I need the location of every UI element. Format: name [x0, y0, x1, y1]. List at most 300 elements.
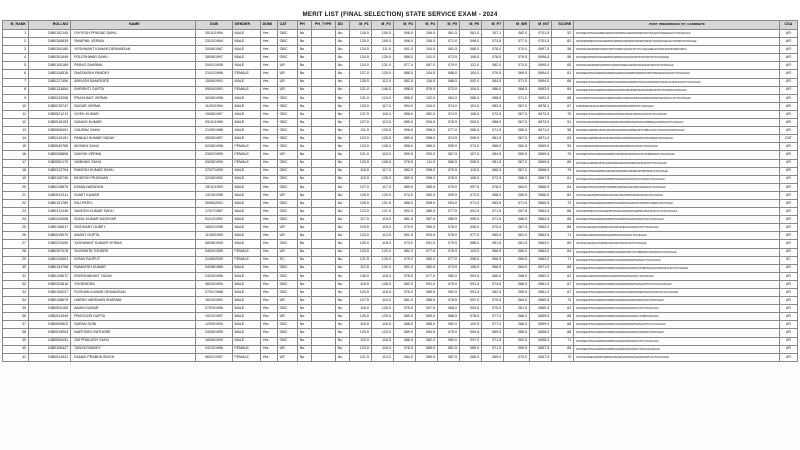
cell-m-p4: 088.5: [415, 297, 437, 305]
cell-rollno: 24B0152145: [29, 30, 71, 38]
table-row[interactable]: [3, 135, 798, 143]
cell-dob: 21/08/2000: [196, 256, 232, 264]
cell-cat: OBC: [277, 119, 297, 127]
cell-m-p6: 122.0: [460, 62, 482, 70]
cell-ph: No: [297, 78, 311, 86]
table-row[interactable]: [3, 110, 798, 118]
cell-m-p3: 079.0: [393, 224, 415, 232]
cell-m-p5: 095.5: [437, 191, 459, 199]
cell-m-p2: 118.0: [371, 345, 393, 353]
cell-score: 65: [552, 345, 574, 353]
table-row[interactable]: [3, 256, 798, 264]
cell-m-rank: 15: [3, 143, 29, 151]
cell-m-p3: 084.5: [393, 353, 415, 361]
cell-m-int: 0663.5: [530, 232, 552, 240]
cell-dob: 22/06/1992: [196, 175, 232, 183]
cell-ph: No: [297, 272, 311, 280]
column-header-m-rank[interactable]: M_RANK: [3, 21, 29, 30]
cell-rollno: 24B0515953: [29, 329, 71, 337]
cell-m-int: 0701.5: [530, 30, 552, 38]
cell-cat: OBC: [277, 38, 297, 46]
table-row[interactable]: [3, 119, 798, 127]
cell-score: 70: [552, 353, 574, 361]
cell-csa: UR: [779, 46, 797, 54]
table-row[interactable]: [3, 191, 798, 199]
cell-dd: No: [335, 119, 349, 127]
table-row[interactable]: [3, 46, 798, 54]
cell-gender: FEMALE: [232, 159, 260, 167]
table-body: [3, 30, 798, 362]
cell-m-rank: 21: [3, 191, 29, 199]
cell-post-preference: DC/DEO/FSO/ADWO/ADPRO/ADWO/SASO/NT/SB/SASO/CDPO/CIU/CT/COI/AAI/: [574, 264, 780, 272]
cell-name: KIRAN RAJPUT: [71, 256, 196, 264]
cell-m-p5: 078.0: [437, 224, 459, 232]
cell-gender: MALE: [232, 30, 260, 38]
cell-dd: No: [335, 102, 349, 110]
cell-dob: 27/07/1993: [196, 167, 232, 175]
column-header-name[interactable]: NAME: [71, 21, 196, 30]
cell-ph-type: [311, 280, 335, 288]
table-row[interactable]: [3, 337, 798, 345]
column-header-dd[interactable]: DD: [335, 21, 349, 30]
table-row[interactable]: [3, 199, 798, 207]
cell-m-p3: 086.5: [393, 337, 415, 345]
cell-domi: Yes: [260, 159, 277, 167]
cell-m-rank: 34: [3, 297, 29, 305]
cell-m-p1: 123.5: [349, 208, 371, 216]
table-row[interactable]: [3, 353, 798, 361]
cell-m-p1: 116.0: [349, 305, 371, 313]
cell-m-p1: 124.5: [349, 54, 371, 62]
cell-dd: No: [335, 337, 349, 345]
cell-score: 69: [552, 264, 574, 272]
cell-m-p6: 104.0: [460, 70, 482, 78]
cell-dob: 20/11/1994: [196, 30, 232, 38]
column-header-m-p6[interactable]: M_P6: [460, 21, 482, 30]
cell-gender: FEMALE: [232, 86, 260, 94]
cell-ph-type: [311, 175, 335, 183]
cell-m-wr: 067.0: [504, 167, 530, 175]
cell-m-wr: 061.5: [504, 240, 530, 248]
cell-m-p4: 085.5: [415, 289, 437, 297]
cell-m-p3: 095.5: [393, 151, 415, 159]
cell-m-wr: 067.0: [504, 159, 530, 167]
cell-m-p7: 066.5: [482, 143, 504, 151]
table-row[interactable]: [3, 264, 798, 272]
cell-cat: OBC: [277, 127, 297, 135]
cell-m-p3: 098.5: [393, 86, 415, 94]
cell-domi: Yes: [260, 313, 277, 321]
column-header-post-preference[interactable]: POST_PREFERENCE_BY_CANDIDATE: [574, 21, 780, 30]
cell-score: 52: [552, 30, 574, 38]
cell-post-preference: DSP/DEO/FSO/ADWO/ADWO/ADPRO/DSP/CT/COI/AAI/: [574, 102, 780, 110]
cell-dd: No: [335, 54, 349, 62]
cell-m-wr: 079.5: [504, 54, 530, 62]
cell-m-p5: 073.5: [437, 264, 459, 272]
cell-m-p5: 094.0: [437, 199, 459, 207]
cell-csa: UR: [779, 151, 797, 159]
cell-m-wr: 065.5: [504, 191, 530, 199]
cell-cat: OBC: [277, 289, 297, 297]
column-header-rollno[interactable]: ROLLNO: [29, 21, 71, 30]
column-header-ph-type[interactable]: PH_TYPE: [311, 21, 335, 30]
table-row[interactable]: [3, 94, 798, 102]
table-row[interactable]: [3, 289, 798, 297]
cell-score: 68: [552, 224, 574, 232]
cell-score: 72: [552, 199, 574, 207]
cell-m-int: 0678.1: [530, 102, 552, 110]
table-row[interactable]: [3, 183, 798, 191]
cell-m-p6: 092.0: [460, 78, 482, 86]
cell-ph-type: [311, 272, 335, 280]
table-row[interactable]: [3, 78, 798, 86]
cell-m-wr: 069.5: [504, 151, 530, 159]
cell-m-p1: 118.5: [349, 280, 371, 288]
cell-csa: SC: [779, 256, 797, 264]
cell-m-p3: 091.0: [393, 264, 415, 272]
cell-m-p6: 091.5: [460, 208, 482, 216]
cell-name: RAJ PATEL: [71, 199, 196, 207]
cell-m-wr: 064.5: [504, 183, 530, 191]
cell-m-rank: 27: [3, 240, 29, 248]
cell-dob: 28/08/1997: [196, 54, 232, 62]
cell-rollno: 24B0131654: [29, 86, 71, 94]
column-header-csa[interactable]: CSA: [779, 21, 797, 30]
cell-m-p7: 084.5: [482, 151, 504, 159]
cell-m-p2: 119.5: [371, 216, 393, 224]
cell-ph: No: [297, 175, 311, 183]
table-row[interactable]: [3, 175, 798, 183]
column-header-cat[interactable]: CAT: [277, 21, 297, 30]
cell-m-rank: 33: [3, 289, 29, 297]
cell-m-p5: 073.5: [437, 54, 459, 62]
document-title-bar: [0, 0, 800, 20]
table-row[interactable]: [3, 127, 798, 135]
cell-m-wr: 067.0: [504, 102, 530, 110]
cell-dd: No: [335, 135, 349, 143]
column-header-m-p2[interactable]: M_P2: [371, 21, 393, 30]
cell-m-p6: 098.5: [460, 256, 482, 264]
column-header-m-p3[interactable]: M_P3: [393, 21, 415, 30]
cell-ph: No: [297, 54, 311, 62]
cell-dd: No: [335, 151, 349, 159]
cell-m-p7: 075.5: [482, 305, 504, 313]
cell-m-p5: 088.5: [437, 313, 459, 321]
cell-m-p3: 074.0: [393, 191, 415, 199]
cell-gender: MALE: [232, 183, 260, 191]
cell-dd: No: [335, 256, 349, 264]
cell-m-p2: 117.0: [371, 183, 393, 191]
cell-csa: UR: [779, 329, 797, 337]
cell-m-p7: 071.5: [482, 216, 504, 224]
cell-m-rank: 2: [3, 38, 29, 46]
cell-m-int: 0658.5: [530, 329, 552, 337]
cell-csa: UR: [779, 78, 797, 86]
cell-dob: 04/08/1989: [196, 264, 232, 272]
cell-domi: Yes: [260, 264, 277, 272]
cell-m-p4: 089.5: [415, 345, 437, 353]
cell-ph: No: [297, 232, 311, 240]
cell-name: NAVEEN KUMAR SAHU: [71, 208, 196, 216]
cell-name: KANAK PRABHA SINGH: [71, 353, 196, 361]
cell-m-p6: 093.0: [460, 119, 482, 127]
cell-dd: No: [335, 289, 349, 297]
cell-ph: No: [297, 280, 311, 288]
cell-ph: No: [297, 127, 311, 135]
cell-m-p2: 117.0: [371, 167, 393, 175]
cell-rollno: 24B0509822: [29, 321, 71, 329]
cell-name: DIVYESH PRASAD SAHU: [71, 30, 196, 38]
cell-cat: OBC: [277, 337, 297, 345]
cell-csa: UR: [779, 54, 797, 62]
table-row[interactable]: [3, 224, 798, 232]
cell-ph-type: [311, 167, 335, 175]
table-row[interactable]: [3, 30, 798, 38]
cell-score: 61: [552, 70, 574, 78]
cell-name: SHATAKSHI PANDEY: [71, 70, 196, 78]
cell-cat: UR: [277, 70, 297, 78]
cell-csa: UR: [779, 224, 797, 232]
cell-csa: UR: [779, 102, 797, 110]
cell-post-preference: DC/DEO/ADWO/ADWO/ADPRO/SASO/CT/COI/AAI/: [574, 232, 780, 240]
column-header-m-p5[interactable]: M_P5: [437, 21, 459, 30]
column-header-score[interactable]: SCORE: [552, 21, 574, 30]
table-row[interactable]: [3, 321, 798, 329]
cell-score: 66: [552, 216, 574, 224]
cell-domi: Yes: [260, 248, 277, 256]
cell-m-p3: 075.5: [393, 305, 415, 313]
table-row[interactable]: [3, 102, 798, 110]
table-row[interactable]: [3, 345, 798, 353]
cell-m-p5: 066.5: [437, 159, 459, 167]
cell-cat: UR: [277, 151, 297, 159]
cell-ph-type: [311, 232, 335, 240]
cell-m-rank: 1: [3, 30, 29, 38]
column-header-m-int[interactable]: M_INT: [530, 21, 552, 30]
cell-m-wr: 071.5: [504, 78, 530, 86]
cell-m-p4: 104.5: [415, 46, 437, 54]
cell-dob: 12/05/1994: [196, 321, 232, 329]
cell-name: PARAS SHARMA: [71, 62, 196, 70]
cell-domi: Yes: [260, 353, 277, 361]
cell-m-rank: 28: [3, 248, 29, 256]
table-row[interactable]: [3, 159, 798, 167]
cell-m-p6: 077.0: [460, 232, 482, 240]
cell-m-p7: 085.0: [482, 232, 504, 240]
cell-m-wr: 069.5: [504, 256, 530, 264]
cell-ph: No: [297, 305, 311, 313]
cell-m-int: 0694.0: [530, 78, 552, 86]
cell-name: SIDDHANT DUBEY: [71, 224, 196, 232]
cell-cat: OBC: [277, 135, 297, 143]
column-header-domi[interactable]: DOMI: [260, 21, 277, 30]
cell-cat: OBC: [277, 280, 297, 288]
column-header-m-p7[interactable]: M_P7: [482, 21, 504, 30]
cell-m-int: 0666.5: [530, 191, 552, 199]
table-row[interactable]: [3, 272, 798, 280]
cell-gender: MALE: [232, 102, 260, 110]
cell-cat: OBC: [277, 30, 297, 38]
cell-m-rank: 29: [3, 256, 29, 264]
cell-dob: 29/01/1995: [196, 62, 232, 70]
cell-rollno: 24B0518153: [29, 119, 71, 127]
cell-score: 67: [552, 280, 574, 288]
table-row[interactable]: [3, 280, 798, 288]
cell-name: ANKUSH BANERJEE: [71, 78, 196, 86]
table-row[interactable]: [3, 232, 798, 240]
cell-cat: OBC: [277, 102, 297, 110]
table-row[interactable]: [3, 38, 798, 46]
cell-dob: 21/09/1988: [196, 127, 232, 135]
cell-m-p5: 086.0: [437, 70, 459, 78]
cell-m-p6: 088.0: [460, 240, 482, 248]
cell-m-wr: 065.0: [504, 127, 530, 135]
cell-dd: No: [335, 199, 349, 207]
cell-name: YOGENDRA: [71, 280, 196, 288]
cell-score: 71: [552, 256, 574, 264]
cell-m-p3: 081.5: [393, 216, 415, 224]
cell-dd: No: [335, 127, 349, 135]
cell-domi: Yes: [260, 224, 277, 232]
cell-rollno: 24B0304180: [29, 46, 71, 54]
cell-m-int: 0697.5: [530, 46, 552, 54]
cell-m-wr: 068.5: [504, 86, 530, 94]
cell-dob: 09/08/1999: [196, 159, 232, 167]
table-row[interactable]: [3, 329, 798, 337]
cell-cat: OBC: [277, 199, 297, 207]
cell-domi: Yes: [260, 305, 277, 313]
cell-dd: No: [335, 208, 349, 216]
cell-gender: MALE: [232, 240, 260, 248]
cell-m-rank: 22: [3, 199, 29, 207]
cell-domi: Yes: [260, 127, 277, 135]
cell-domi: Yes: [260, 102, 277, 110]
column-header-m-p1[interactable]: M_P1: [349, 21, 371, 30]
cell-m-p1: 129.5: [349, 159, 371, 167]
cell-m-p2: 139.5: [371, 127, 393, 135]
cell-ph-type: [311, 30, 335, 38]
cell-rollno: 24B0508491: [29, 127, 71, 135]
cell-m-wr: 066.5: [504, 321, 530, 329]
cell-dob: 17/07/1987: [196, 208, 232, 216]
cell-score: 64: [552, 183, 574, 191]
cell-domi: Yes: [260, 199, 277, 207]
cell-dob: 24/12/1996: [196, 345, 232, 353]
cell-ph-type: [311, 135, 335, 143]
cell-m-p1: 128.5: [349, 78, 371, 86]
cell-name: SWAPNIL VERMA: [71, 38, 196, 46]
cell-name: OM PRAKASH SAHU: [71, 337, 196, 345]
table-row[interactable]: [3, 305, 798, 313]
cell-m-p2: 128.0: [371, 175, 393, 183]
cell-gender: MALE: [232, 305, 260, 313]
cell-m-p7: 081.5: [482, 159, 504, 167]
cell-csa: UR: [779, 353, 797, 361]
table-row[interactable]: [3, 208, 798, 216]
table-row[interactable]: [3, 143, 798, 151]
cell-dd: No: [335, 38, 349, 46]
cell-m-p2: 124.0: [371, 94, 393, 102]
column-header-gender[interactable]: GENDER: [232, 21, 260, 30]
cell-m-p3: 092.0: [393, 208, 415, 216]
cell-dob: 16/10/1991: [196, 297, 232, 305]
table-row[interactable]: [3, 216, 798, 224]
cell-m-p5: 067.5: [437, 151, 459, 159]
cell-post-preference: DC/DEO/FSO/ADWO/ADPRO/ADWO/SASO/NT/CT/COI/AAI/: [574, 337, 780, 345]
cell-gender: MALE: [232, 175, 260, 183]
cell-ph: No: [297, 256, 311, 264]
cell-m-p2: 118.5: [371, 337, 393, 345]
cell-cat: OBC: [277, 110, 297, 118]
cell-m-p4: 077.5: [415, 248, 437, 256]
table-row[interactable]: [3, 151, 798, 159]
cell-dd: No: [335, 86, 349, 94]
column-header-m-wr[interactable]: M_WR: [504, 21, 530, 30]
table-row[interactable]: [3, 62, 798, 70]
cell-m-p5: 071.0: [437, 38, 459, 46]
cell-rollno: 24B0101789: [29, 199, 71, 207]
table-row[interactable]: [3, 313, 798, 321]
cell-score: 62: [552, 272, 574, 280]
cell-dob: 20/06/1987: [196, 46, 232, 54]
cell-m-rank: 10: [3, 102, 29, 110]
cell-score: 70: [552, 110, 574, 118]
column-header-m-p4[interactable]: M_P4: [415, 21, 437, 30]
cell-m-p4: 101.0: [415, 54, 437, 62]
cell-m-p7: 071.5: [482, 127, 504, 135]
cell-dd: No: [335, 240, 349, 248]
column-header-dob[interactable]: DOB: [196, 21, 232, 30]
cell-gender: MALE: [232, 224, 260, 232]
cell-m-p6: 115.5: [460, 167, 482, 175]
table-row[interactable]: [3, 167, 798, 175]
cell-ph: No: [297, 199, 311, 207]
cell-post-preference: DC/DEO/FSO/ADWO/ADPRO/DSP/ADWO/CIU/NT/ADDWO/CT/COI/AAI/: [574, 151, 780, 159]
cell-m-p5: 082.0: [437, 321, 459, 329]
cell-m-p2: 114.0: [371, 297, 393, 305]
cell-gender: FEMALE: [232, 143, 260, 151]
cell-m-p5: 081.5: [437, 345, 459, 353]
table-row[interactable]: [3, 248, 798, 256]
cell-domi: Yes: [260, 240, 277, 248]
table-row[interactable]: [3, 70, 798, 78]
table-row[interactable]: [3, 86, 798, 94]
cell-ph-type: [311, 208, 335, 216]
cell-cat: OBC: [277, 175, 297, 183]
cell-m-rank: 8: [3, 86, 29, 94]
column-header-ph[interactable]: PH: [297, 21, 311, 30]
cell-gender: FEMALE: [232, 70, 260, 78]
table-row[interactable]: [3, 297, 798, 305]
cell-dd: No: [335, 264, 349, 272]
cell-m-p2: 117.0: [371, 102, 393, 110]
cell-score: 68: [552, 94, 574, 102]
cell-score: 59: [552, 54, 574, 62]
cell-ph: No: [297, 94, 311, 102]
cell-dd: No: [335, 297, 349, 305]
cell-m-p5: 077.5: [437, 208, 459, 216]
cell-dob: 26/05/1997: [196, 135, 232, 143]
cell-cat: OBC: [277, 305, 297, 313]
cell-m-p7: 078.0: [482, 46, 504, 54]
table-row[interactable]: [3, 54, 798, 62]
cell-cat: UR: [277, 78, 297, 86]
table-row[interactable]: [3, 240, 798, 248]
cell-m-wr: 071.0: [504, 94, 530, 102]
cell-m-p4: 106.5: [415, 30, 437, 38]
cell-m-int: 0661.5: [530, 280, 552, 288]
cell-m-p6: 086.5: [460, 127, 482, 135]
